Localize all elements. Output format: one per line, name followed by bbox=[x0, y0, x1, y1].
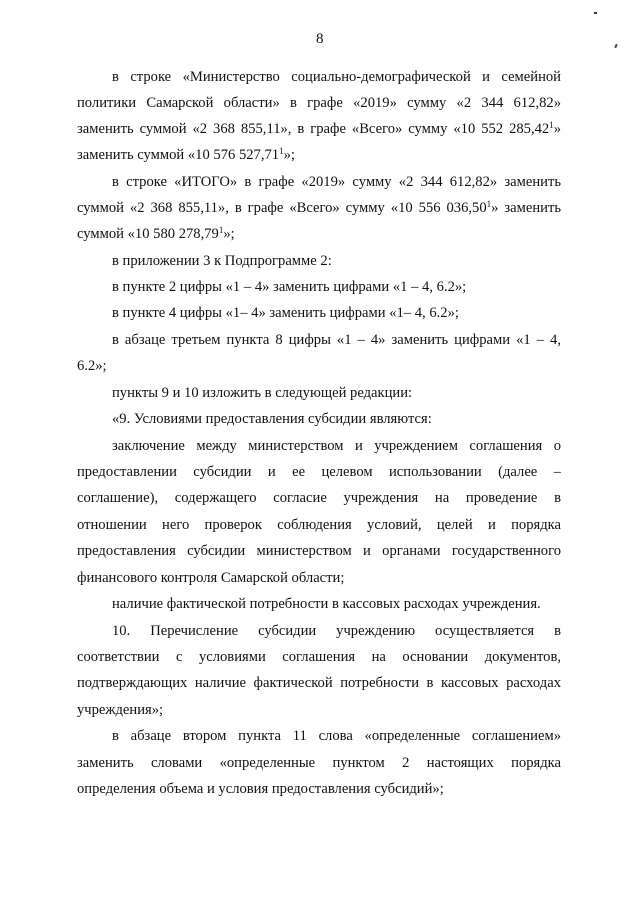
footnote-mark: 1 bbox=[279, 146, 284, 156]
text-line: в пункте 2 цифры «1 – 4» заменить цифрами «1 – 4, 6.2»; bbox=[112, 279, 467, 295]
text-line: в строке «Министерство социально-демографической и семейной bbox=[112, 69, 561, 85]
text-line: подтверждающих наличие фактической потребности в кассовых расходах bbox=[77, 675, 561, 691]
footnote-mark: 1 bbox=[486, 199, 492, 209]
text-line: «9. Условиями предоставления субсидии являются: bbox=[112, 411, 432, 427]
text-line: в абзаце третьем пункта 8 цифры «1 – 4» заменить цифрами «1 – 4, bbox=[112, 332, 561, 348]
text-line: заменить словами «определенные пунктом 2 настоящих порядка bbox=[77, 755, 561, 771]
text-line: в строке «ИТОГО» в графе «2019» сумму «2 344 612,82» заменить bbox=[112, 174, 561, 190]
text-line: политики Самарской области» в графе «2019» сумму «2 344 612,82» bbox=[77, 95, 561, 111]
text-line: 10. Перечисление субсидии учреждению осуществляется в bbox=[112, 623, 561, 639]
text-line: наличие фактической потребности в кассовых расходах учреждения. bbox=[112, 596, 541, 612]
text-line: в пункте 4 цифры «1– 4» заменить цифрами «1– 4, 6.2»; bbox=[112, 305, 459, 321]
text-line: суммой «10 580 278,79$^1$»; bbox=[77, 225, 235, 242]
text-line: пункты 9 и 10 изложить в следующей редакции: bbox=[112, 385, 413, 401]
page-number: 8 bbox=[316, 31, 324, 47]
footnote-mark: 1 bbox=[549, 120, 554, 130]
text-line: учреждения»; bbox=[77, 702, 164, 718]
text-line: предоставлении субсидии и ее целевом использовании (далее – bbox=[77, 464, 561, 480]
text-line: суммой «2 368 855,11», в графе «Всего» сумму «10 556 036,50$^1$» заменить bbox=[77, 199, 561, 216]
text-line: заменить суммой «2 368 855,11», в графе «Всего» сумму «10 552 285,42$^1$» bbox=[77, 120, 561, 137]
text-line: финансового контроля Самарской области; bbox=[77, 570, 345, 586]
text-line: отношении него проверок соблюдения условий, целей и порядка bbox=[77, 517, 561, 533]
text-line: заменить суммой «10 576 527,71$^1$»; bbox=[77, 146, 295, 163]
text-line: определения объема и условия предоставления субсидий»; bbox=[77, 781, 444, 797]
text-line: 6.2»; bbox=[77, 358, 107, 374]
scan-speck bbox=[594, 12, 597, 14]
text-line: соглашение), содержащего согласие учреждения на проведение в bbox=[77, 490, 561, 506]
footnote-mark: 1 bbox=[218, 225, 224, 235]
text-line: предоставления субсидии министерством и органами государственного bbox=[77, 543, 561, 559]
text-line: в абзаце втором пункта 11 слова «определенные соглашением» bbox=[112, 728, 561, 744]
text-line: в приложении 3 к Подпрограмме 2: bbox=[112, 253, 332, 269]
text-line: соответствии с условиями соглашения на основании документов, bbox=[77, 649, 561, 665]
text-line: заключение между министерством и учреждением соглашения о bbox=[112, 438, 561, 454]
